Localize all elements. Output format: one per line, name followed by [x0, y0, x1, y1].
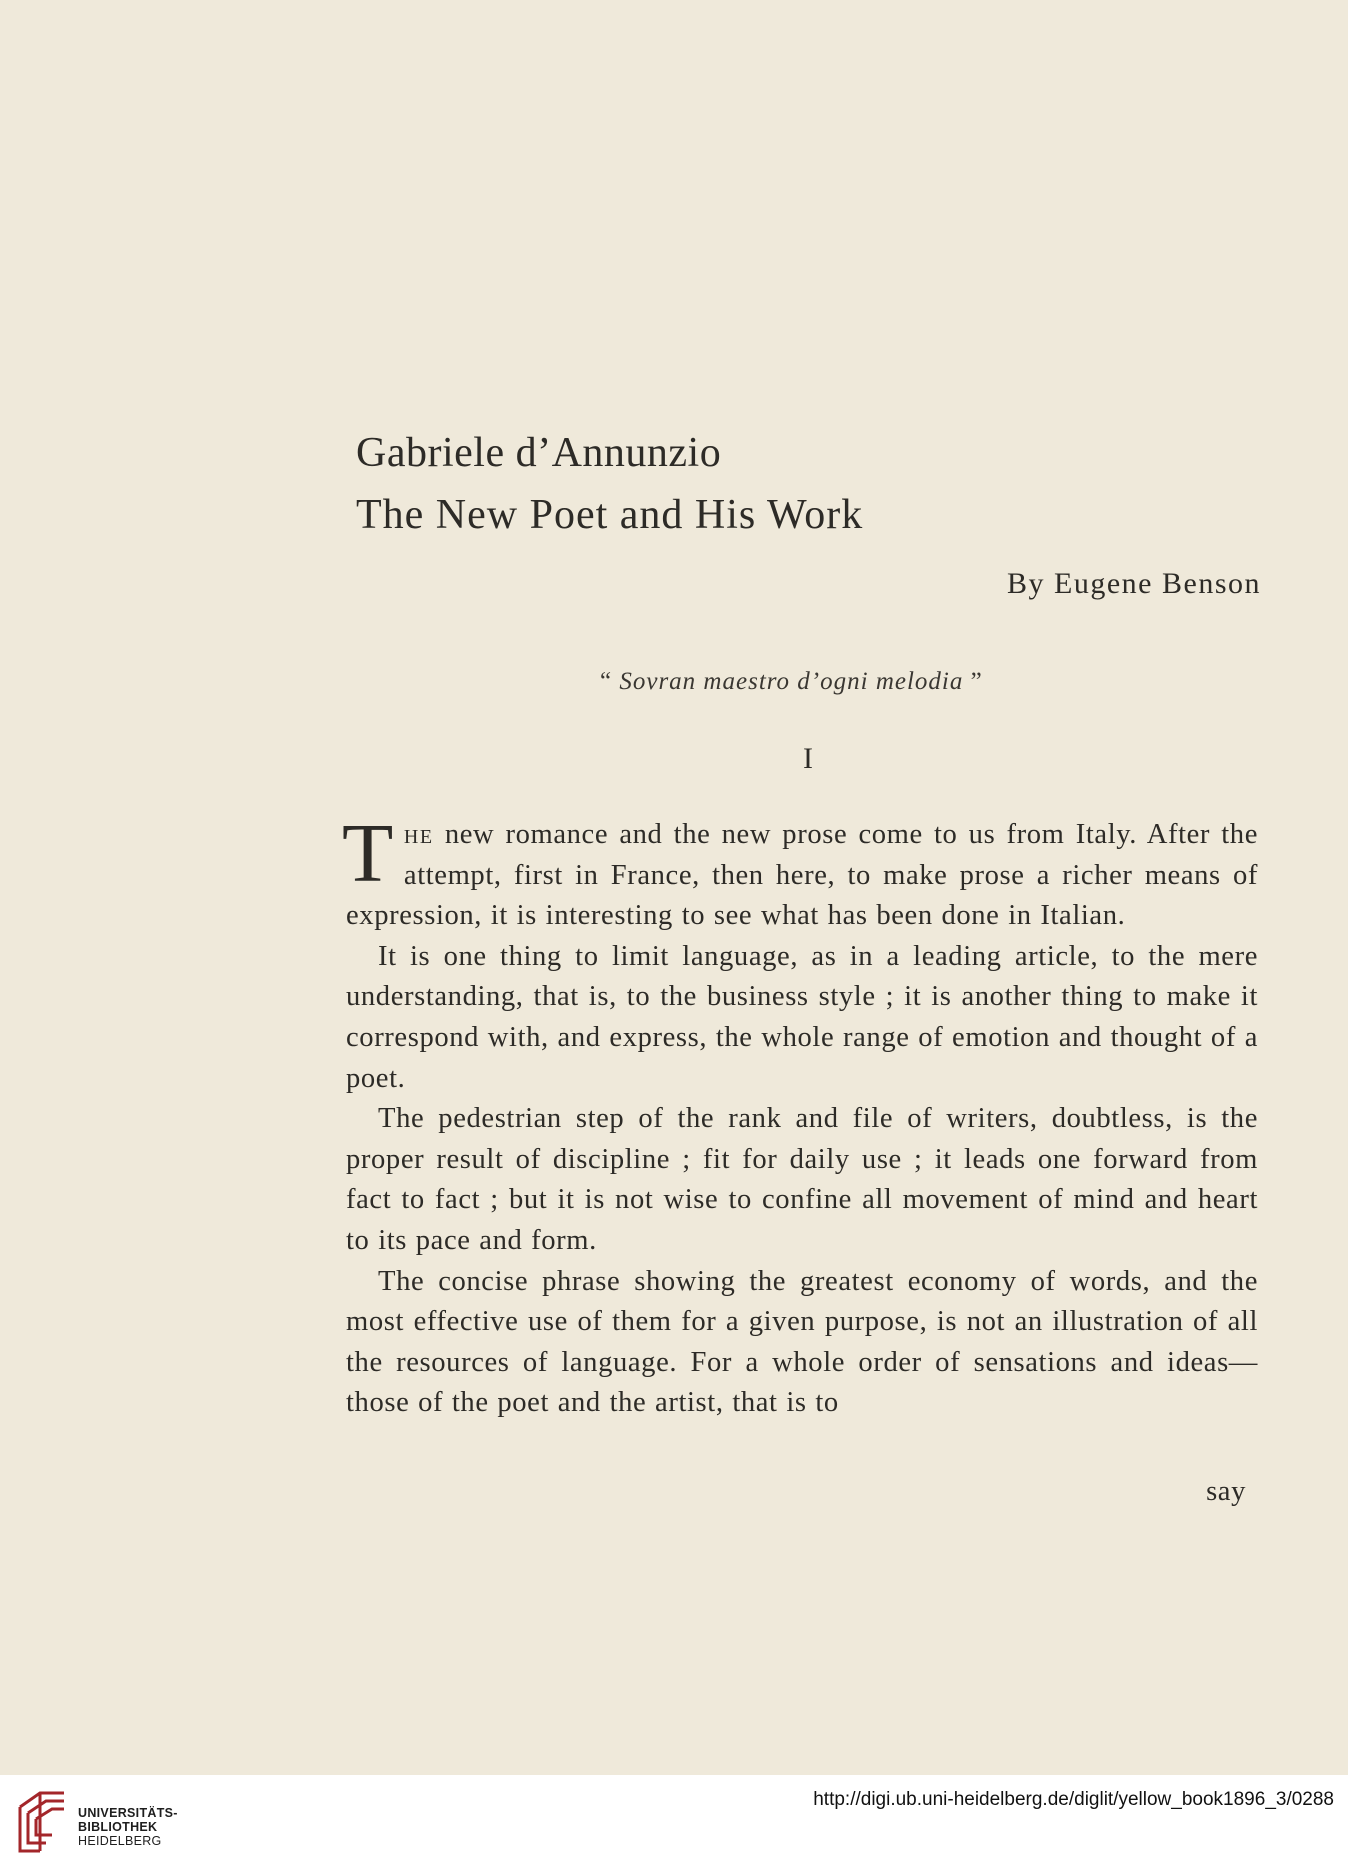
paragraph-2: It is one thing to limit language, as in a leading article, to the mere understanding, that is, to the business style ; it is another thing to make it correspond with, and express, the whole range of emotion and thought of a poet. [346, 940, 1258, 1094]
library-name-line3: HEIDELBERG [78, 1834, 162, 1848]
drop-cap: T [342, 807, 394, 900]
library-name-line1: UNIVERSITÄTS- [78, 1806, 178, 1820]
catchword: say [1206, 1476, 1246, 1507]
epigraph-close-quote: ” [970, 668, 983, 695]
article-body [342, 807, 1258, 1424]
library-name-line2: BIBLIOTHEK [78, 1820, 158, 1834]
paragraph-1-text: new romance and the new prose come to us from Italy. After the attempt, first in France, then here, to make prose a richer means of expression, it is interesting to see what has been done in Italian. [346, 819, 1258, 932]
epigraph-open-quote: “ [600, 668, 613, 695]
digitization-footer [0, 1775, 1348, 1873]
small-caps-lead: he [403, 819, 434, 850]
section-number: I [803, 742, 813, 775]
article-subtitle: The New Poet and His Work [356, 492, 864, 538]
paragraph-1 [342, 807, 1258, 937]
source-url-link[interactable]: http://digi.ub.uni-heidelberg.de/diglit/yellow_book1896_3/0288 [813, 1789, 1334, 1810]
article-byline: By Eugene Benson [1007, 567, 1261, 600]
paragraph-4: The concise phrase showing the greatest economy of words, and the most effective use of them for a given purpose, is not an illustration of all the resources of language. For a whole order of sensations and ideas—those of the poet and the artist, that is to [346, 1265, 1258, 1419]
epigraph-text: Sovran maestro d’ogni melodia [619, 668, 964, 695]
university-library-logo-icon [12, 1785, 72, 1861]
paragraph-3: The pedestrian step of the rank and file of writers, doubtless, is the proper result of discipline ; fit for daily use ; it leads one forward from fact to fact ; but it is not wise to confine all movement of mind and heart to its pace and form. [346, 1103, 1258, 1256]
library-name [78, 1806, 178, 1848]
epigraph [600, 668, 983, 696]
article-title: Gabriele d’Annunzio [356, 430, 722, 476]
